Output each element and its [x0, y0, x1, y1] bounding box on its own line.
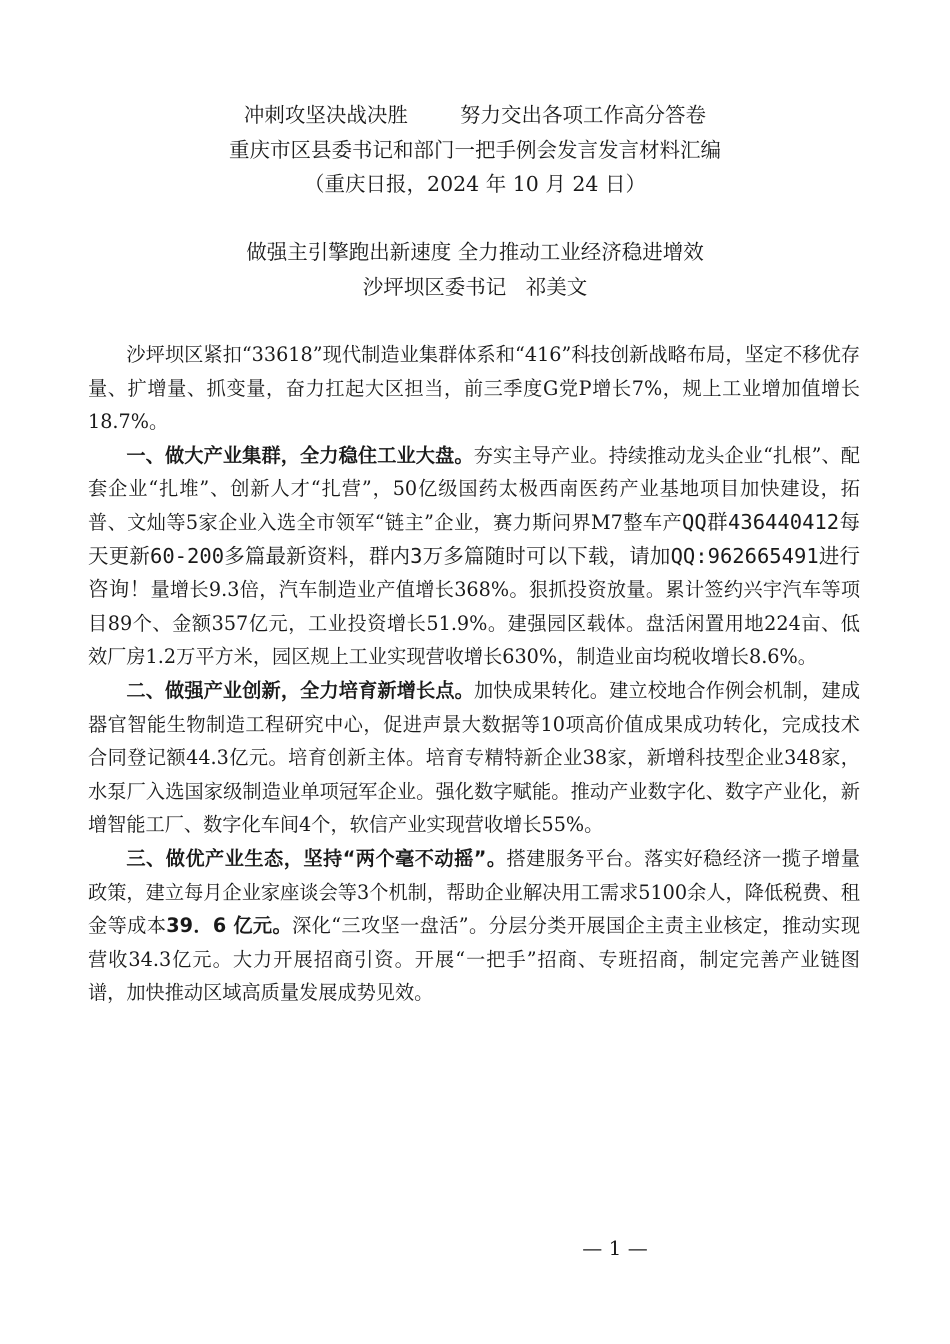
section-2-heading: 二、做强产业创新，全力培育新增长点。: [126, 678, 474, 702]
section-3-text-b: 深化“三攻坚一盘活”。分层分类开展国企主责主业核定，推动实现营收34.3亿元。大力开展招商引资。开展“一把手”招商、专班招商，制定完善产业链图谱，加快推动区域高质量发展成势见效。: [88, 914, 861, 1005]
document-title: 冲刺攻坚决战决胜 努力交出各项工作高分答卷: [243, 103, 707, 127]
article-title: 做强主引擎跑出新速度 全力推动工业经济稳进增效: [246, 240, 704, 264]
ad-overlay-text: QQ群436440412每天更新60-200多篇最新资料，群内3万多篇随时可以下载，请加QQ:962665491进行咨询！: [88, 509, 860, 602]
article-body: [88, 338, 860, 1010]
document-subtitle: 重庆市区县委书记和部门一把手例会发言发言材料汇编: [229, 138, 721, 162]
section-1-text-a: 夯实主导产业。持续推动龙头企业“扎根”、配套企业“扎堆”、创新人才“扎营”，50亿级国药太极西南医药产业基地项目加快建设，拓普、文灿等5家企业入选全市领军“链主”企业，赛力斯问界M7整车产: [88, 443, 860, 534]
section-1-paragraph: [88, 439, 860, 674]
section-3-text-a: 搭建服务平台。落实好稳经济一揽子增量政策，建立每月企业家座谈会等3个机制，帮助企业解决用工需求5100余人，降低税费、租金等成本: [88, 846, 860, 938]
source-line: （重庆日报，2024 年 10 月 24 日）: [304, 172, 646, 196]
section-3-bold-figure: 39．6 亿元。: [166, 914, 293, 938]
intro-paragraph: 沙坪坝区紧扣“33618”现代制造业集群体系和“416”科技创新战略布局，坚定不移优存量、扩增量、抓变量，奋力扛起大区担当，前三季度G党P增长7%，规上工业增加值增长18.7%。: [88, 343, 860, 434]
article-author: 沙坪坝区委书记 祁美文: [362, 275, 588, 299]
section-1-text-b: 量增长9.3倍，汽车制造业产值增长368%。狠抓投资放量。累计签约兴宇汽车等项目89个、金额357亿元，工业投资增长51.9%。建强园区载体。盘活闲置用地224亩、低效厂房1.2万平方米，园区规上工业实现营收增长630%，制造业亩均税收增长8.6%。: [88, 578, 861, 669]
section-3-paragraph: [88, 842, 860, 1010]
section-3-heading: 三、做优产业生态，坚持“两个毫不动摇”。: [126, 846, 507, 870]
section-2-paragraph: [88, 674, 860, 842]
section-1-heading: 一、做大产业集群，全力稳住工业大盘。: [126, 443, 474, 467]
section-2-text: 加快成果转化。建立校地合作例会机制，建成器官智能生物制造工程研究中心，促进声景大数据等10项高价值成果成功转化，完成技术合同登记额44.3亿元。培育创新主体。培育专精特新企业38家，新增科技型企业348家，水泵厂入选国家级制造业单项冠军企业。强化数字赋能。推动产业数字化、数字产业化，新增智能工厂、数字化车间4个，软信产业实现营收增长55%。: [88, 678, 861, 837]
page-number: — 1 —: [582, 1236, 648, 1260]
